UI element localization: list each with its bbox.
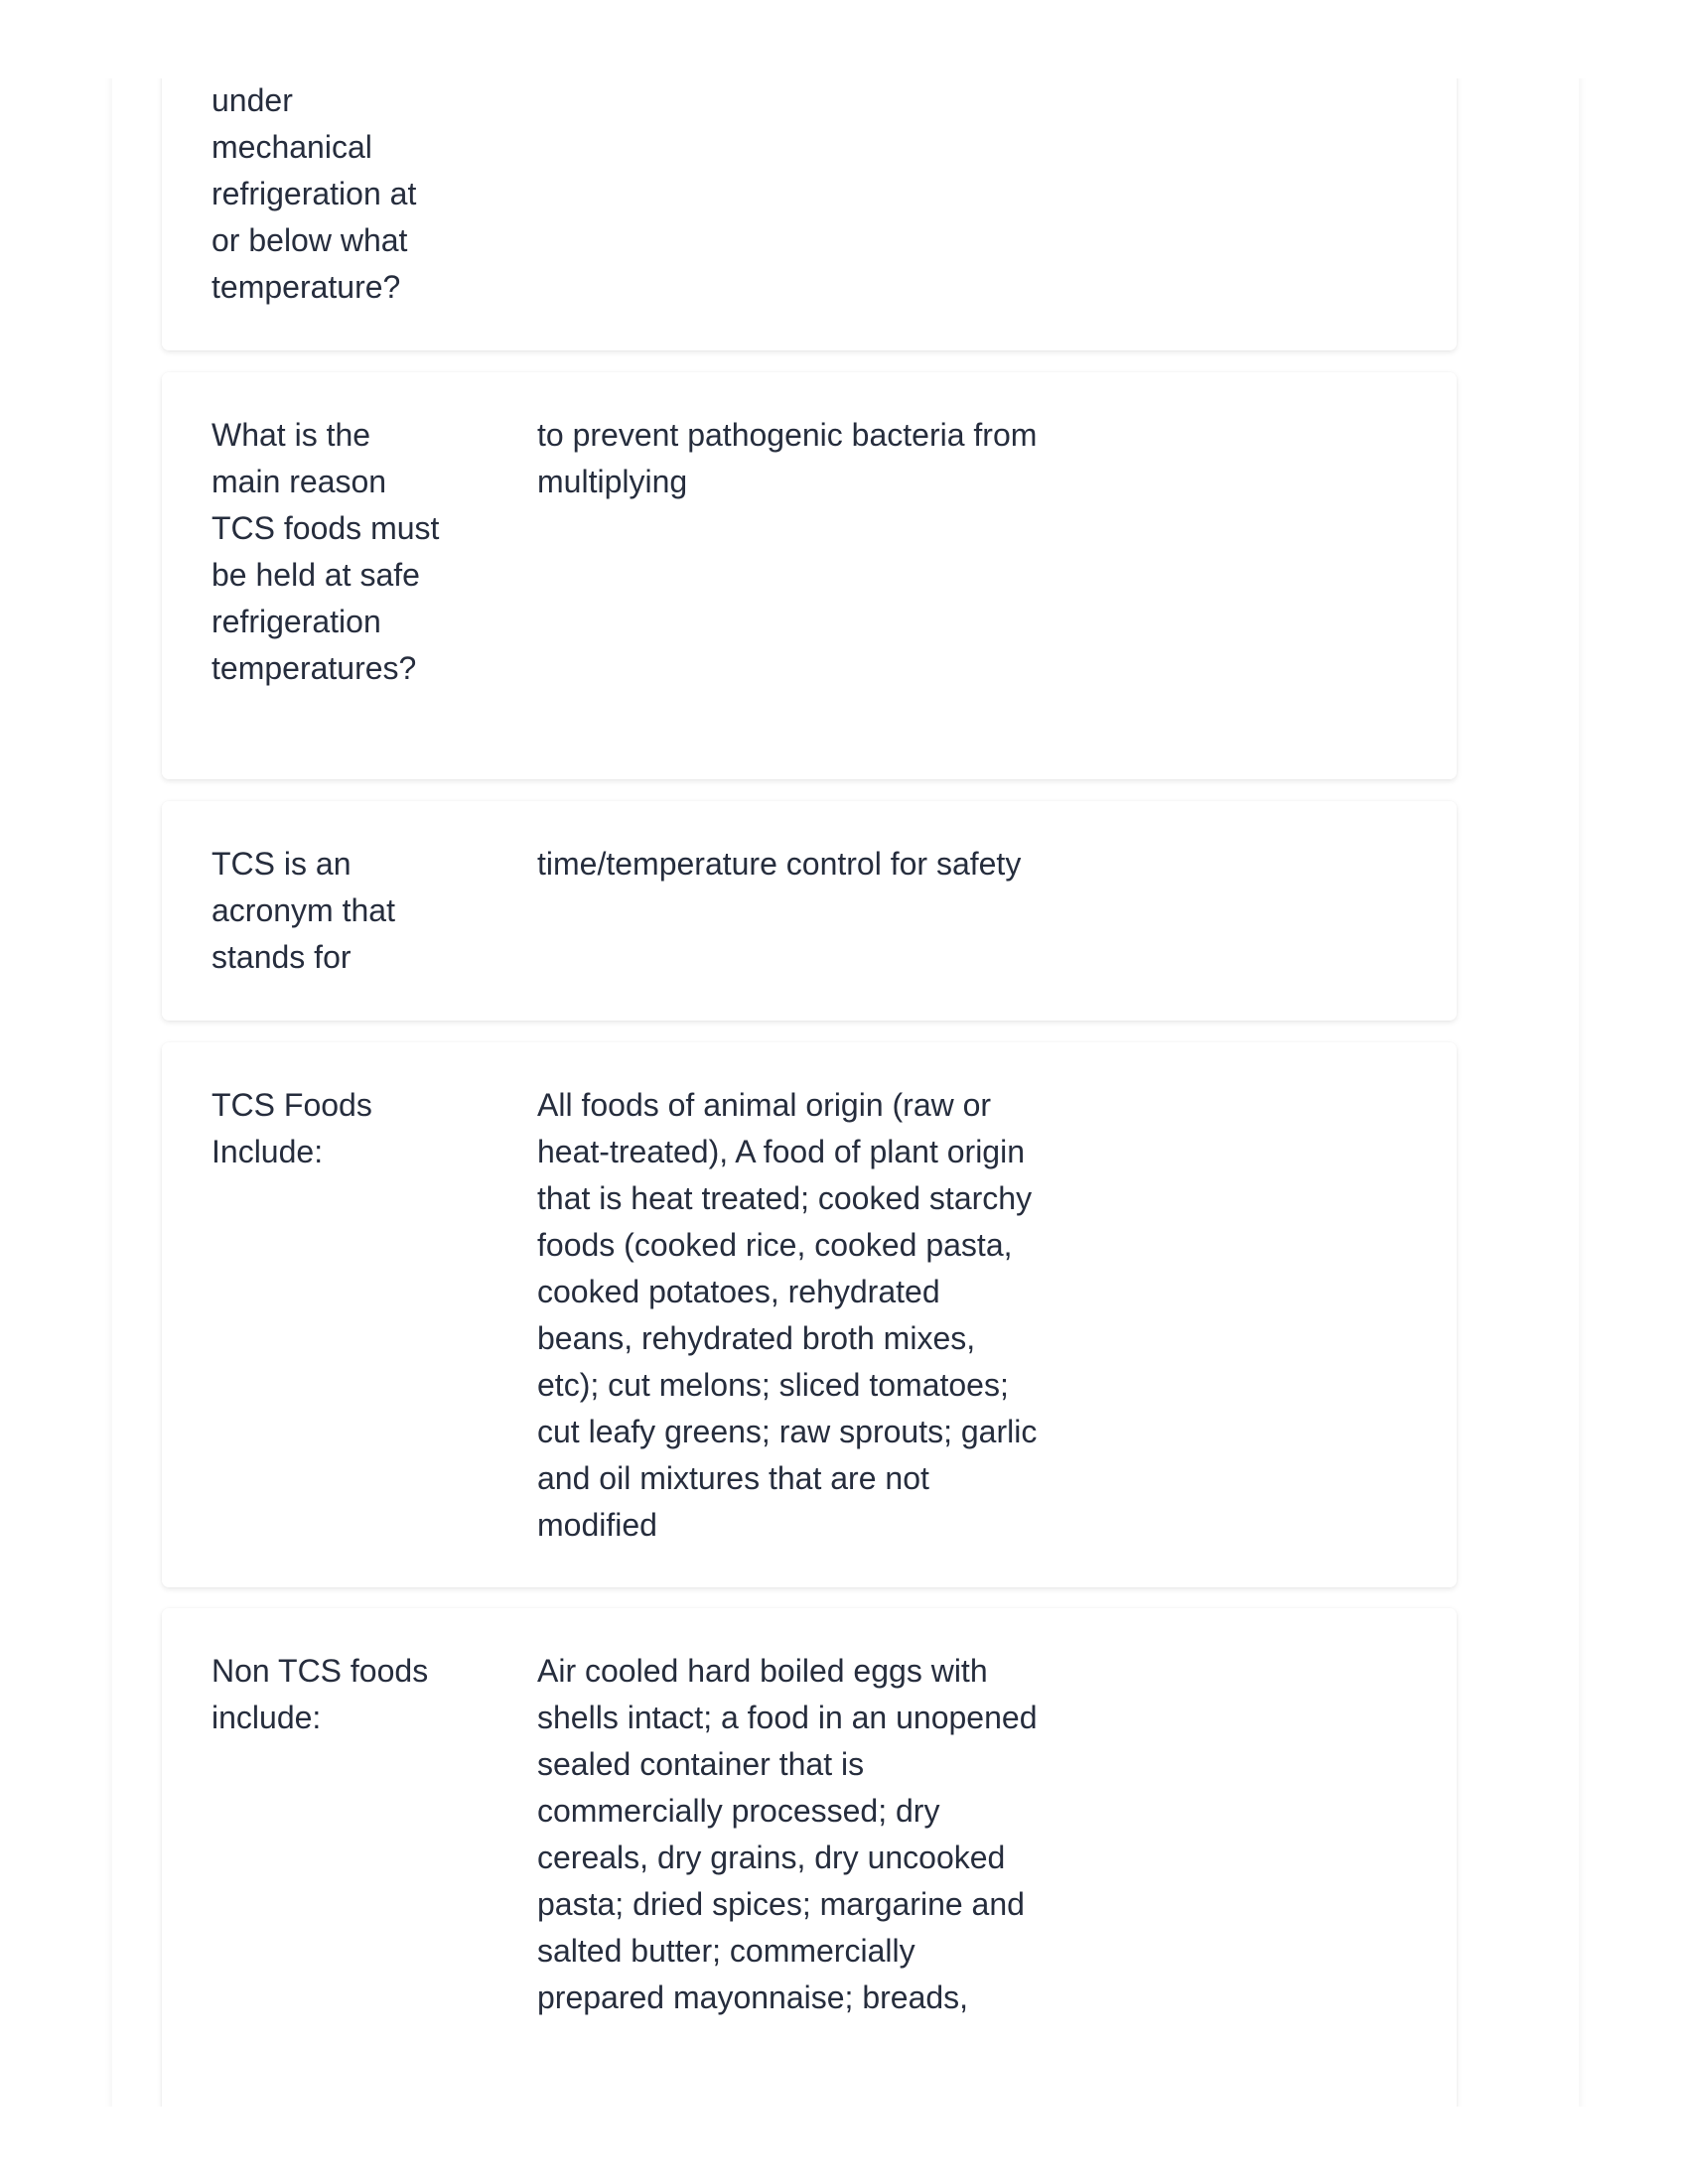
- document-viewport[interactable]: [0, 78, 1688, 2107]
- flashcard: [162, 1608, 1457, 2107]
- flashcard-term: under mechanical refrigeration at or below what temperature?: [211, 82, 417, 305]
- flashcard: [162, 801, 1457, 1021]
- flashcard: [162, 372, 1457, 779]
- flashcard-term: Non TCS foods include:: [211, 1653, 429, 1735]
- flashcard-definition: time/temperature control for safety: [537, 846, 1022, 882]
- flashcard-definition: Air cooled hard boiled eggs with shells intact; a food in an unopened sealed container that is commercially processed; dry cereals, dry grains, dry uncooked pasta; dried spices; margarine and salted butter; commercially prepared mayonnaise; breads,: [537, 1653, 1038, 2015]
- flashcard-definition: to prevent pathogenic bacteria from multiplying: [537, 417, 1038, 499]
- flashcard-definition: All foods of animal origin (raw or heat-treated), A food of plant origin that is heat treated; cooked starchy foods (cooked rice, cooked pasta, cooked potatoes, rehydrated beans, rehydrated broth mixes, etc); cut melons; sliced tomatoes; cut leafy greens; raw sprouts; garlic and oil mixtures that are not modified: [537, 1087, 1038, 1543]
- flashcard: [162, 1042, 1457, 1587]
- flashcard-term: TCS is an acronym that stands for: [211, 846, 395, 975]
- flashcard-term: What is the main reason TCS foods must be held at safe refrigeration temperatures?: [211, 417, 440, 686]
- flashcard-term: TCS Foods Include:: [211, 1087, 372, 1169]
- flashcard: [162, 78, 1457, 350]
- flashcard-list-panel: [112, 78, 1579, 2107]
